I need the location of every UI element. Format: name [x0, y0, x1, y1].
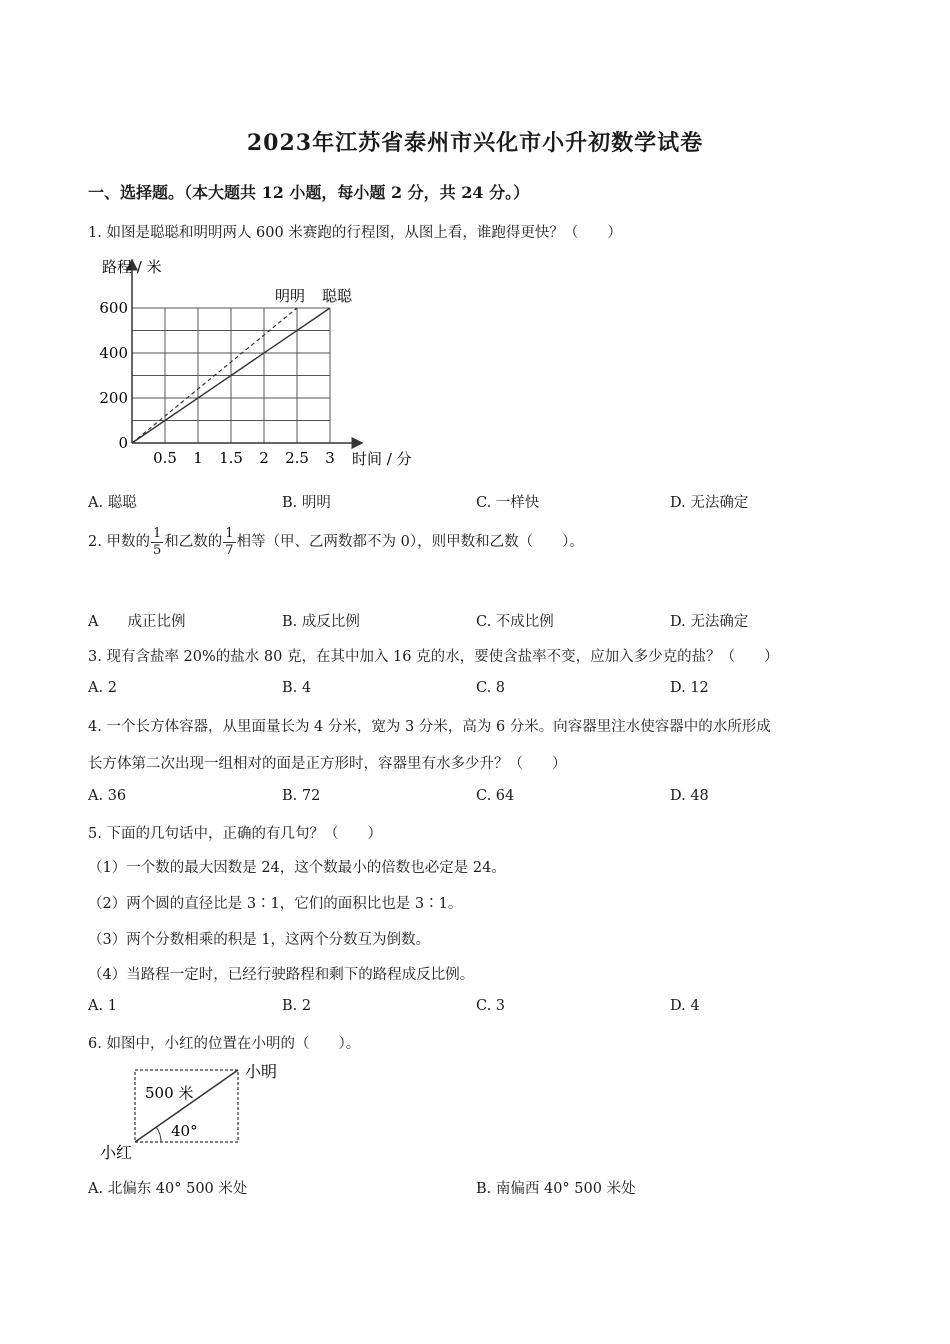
q5-option-c: C. 3 [476, 998, 506, 1014]
q2-option-d: D. 无法确定 [670, 614, 749, 630]
y-axis-label: 路程 / 米 [102, 258, 162, 276]
q2-frac2-denominator: 7 [225, 542, 234, 558]
y-tick-label: 200 [99, 389, 128, 407]
q6-option-b: B. 南偏西 40° 500 米处 [476, 1181, 636, 1197]
x-axis-label: 时间 / 分 [352, 450, 412, 468]
page-title: 2023年江苏省泰州市兴化市小升初数学试卷 [246, 130, 704, 156]
q5-option-d: D. 4 [670, 998, 700, 1014]
q5-statement-3: （3）两个分数相乘的积是 1，这两个分数互为倒数。 [88, 932, 431, 948]
q2-frac2-numerator: 1 [225, 525, 234, 541]
label-xiaohong: 小红 [100, 1143, 133, 1162]
q4-option-d: D. 48 [670, 788, 709, 804]
q3-option-d: D. 12 [670, 680, 709, 696]
question-3-text: 3. 现有含盐率 20%的盐水 80 克，在其中加入 16 克的水，要使含盐率不变，应加入多少克的盐？（ ） [88, 649, 779, 665]
q4-option-a: A. 36 [88, 788, 127, 804]
q5-option-b: B. 2 [282, 998, 312, 1014]
fraction-one-seventh [223, 526, 235, 559]
q2-prefix: 2. 甲数的 [88, 534, 150, 550]
x-tick-label: 2.5 [285, 449, 309, 467]
question-2-text [88, 525, 584, 559]
question-5-text: 5. 下面的几句话中，正确的有几句？（ ） [88, 826, 382, 842]
q4-option-c: C. 64 [476, 788, 515, 804]
x-tick-label: 0.5 [153, 449, 177, 467]
q2-frac1-denominator: 5 [152, 542, 162, 558]
q1-option-d: D. 无法确定 [670, 495, 749, 511]
q5-statement-1: （1）一个数的最大因数是 24，这个数最小的倍数也必定是 24。 [88, 860, 506, 876]
y-tick-label: 600 [99, 299, 128, 317]
q2-frac1-numerator: 1 [152, 525, 162, 541]
question-4-line-2: 长方体第二次出现一组相对的面是正方形时，容器里有水多少升？（ ） [88, 756, 567, 772]
q2-suffix: 相等（甲、乙两数都不为 0），则甲数和乙数（ ）。 [236, 534, 584, 550]
x-tick-label: 1 [193, 449, 203, 467]
distance-time-chart [90, 250, 440, 480]
q2-option-c: C. 不成比例 [476, 614, 554, 630]
q6-option-a: A. 北偏东 40° 500 米处 [88, 1181, 248, 1197]
q1-option-b: B. 明明 [282, 495, 331, 511]
q2-middle: 和乙数的 [164, 534, 223, 550]
q3-option-a: A. 2 [88, 680, 117, 696]
q5-statement-2: （2）两个圆的直径比是 3∶1，它们的面积比也是 3∶1。 [88, 896, 463, 912]
series-label-congcong: 聪聪 [322, 287, 353, 305]
q1-option-a: A. 聪聪 [88, 495, 137, 511]
fraction-one-fifth [151, 526, 163, 559]
series-label-mingming: 明明 [275, 287, 306, 305]
q5-option-a: A. 1 [88, 998, 117, 1014]
q2-option-b: B. 成反比例 [282, 614, 360, 630]
section-heading: 一、选择题。（本大题共 12 小题，每小题 2 分，共 24 分。） [88, 183, 530, 202]
direction-diagram [95, 1058, 295, 1168]
q1-option-c: C. 一样快 [476, 495, 540, 511]
y-tick-label: 400 [99, 344, 128, 362]
q2-option-a: A 成正比例 [88, 614, 186, 630]
q4-option-b: B. 72 [282, 788, 321, 804]
angle-arc [156, 1127, 161, 1142]
distance-label: 500 米 [145, 1084, 194, 1102]
y-tick-label: 0 [118, 434, 128, 452]
question-1-text: 1. 如图是聪聪和明明两人 600 米赛跑的行程图，从图上看，谁跑得更快？（ ） [88, 225, 622, 241]
label-xiaoming: 小明 [245, 1062, 278, 1081]
q3-option-b: B. 4 [282, 680, 312, 696]
x-tick-label: 1.5 [219, 449, 243, 467]
q3-option-c: C. 8 [476, 680, 506, 696]
question-4-line-1: 4. 一个长方体容器，从里面量长为 4 分米，宽为 3 分米，高为 6 分米。向容器里注水使容器中的水所形成 [88, 719, 771, 735]
angle-label: 40° [171, 1122, 198, 1140]
q5-statement-4: （4）当路程一定时，已经行驶路程和剩下的路程成反比例。 [88, 967, 475, 983]
x-tick-label: 3 [325, 449, 335, 467]
x-tick-label: 2 [259, 449, 269, 467]
question-6-text: 6. 如图中，小红的位置在小明的（ ）。 [88, 1036, 361, 1052]
